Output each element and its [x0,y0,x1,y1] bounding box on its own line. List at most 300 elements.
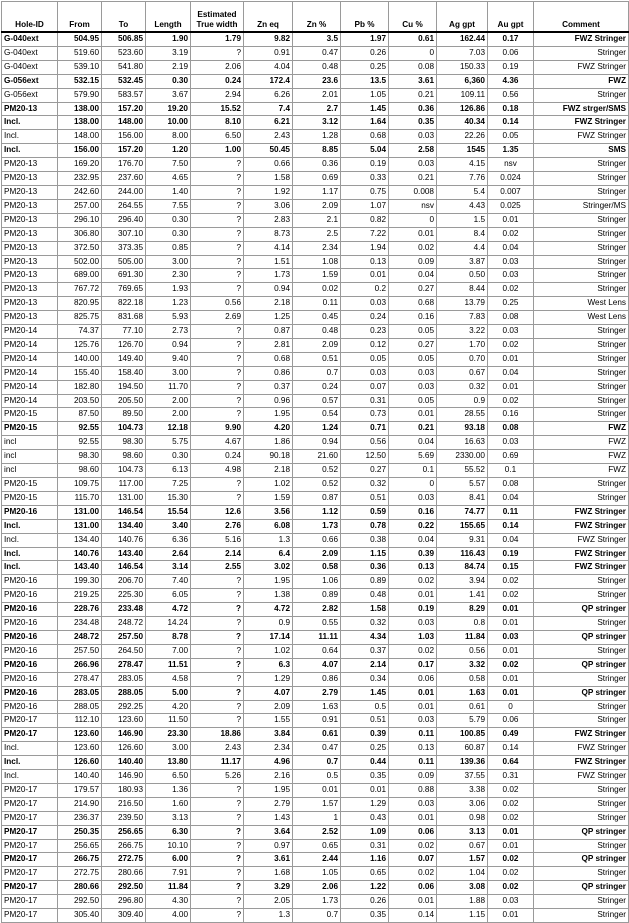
cell-cu-pct: 0.03 [389,130,437,144]
cell-comment: Stringer [534,227,629,241]
cell-comment: Stringer [534,88,629,102]
cell-to: 131.00 [102,491,146,505]
cell-au-gpt: 0.15 [488,561,534,575]
cell-zn-eq: 4.72 [244,603,293,617]
table-row [2,644,629,658]
cell-comment: Stringer [534,491,629,505]
cell-to: 309.40 [102,909,146,923]
cell-hole-id: G-040ext [2,60,58,74]
cell-zn-pct: 1.12 [293,505,341,519]
cell-pb-pct: 1.07 [341,199,389,213]
cell-pb-pct: 0.56 [341,436,389,450]
cell-zn-pct: 0.48 [293,325,341,339]
cell-from: 182.80 [58,380,102,394]
cell-au-gpt: 0.03 [488,255,534,269]
cell-length: 8.78 [146,630,191,644]
cell-true-width: ? [191,255,244,269]
cell-true-width: ? [191,338,244,352]
cell-zn-pct: 1.73 [293,895,341,909]
cell-cu-pct: 0.02 [389,575,437,589]
header-au-gpt: Au gpt [488,2,534,33]
table-row [2,561,629,575]
table-row [2,436,629,450]
cell-ag-gpt: 7.03 [437,46,488,60]
header-comment: Comment [534,2,629,33]
cell-from: 257.50 [58,644,102,658]
cell-to: 98.30 [102,436,146,450]
cell-true-width: ? [191,672,244,686]
cell-zn-pct: 2.09 [293,547,341,561]
cell-comment: Stringer [534,352,629,366]
cell-to: 140.76 [102,533,146,547]
cell-zn-eq: 4.04 [244,60,293,74]
cell-comment: Stringer [534,338,629,352]
cell-true-width: 2.14 [191,547,244,561]
cell-from: 179.57 [58,783,102,797]
cell-hole-id: PM20-17 [2,825,58,839]
cell-ag-gpt: 150.33 [437,60,488,74]
cell-hole-id: PM20-13 [2,158,58,172]
cell-hole-id: PM20-17 [2,909,58,923]
table-row [2,533,629,547]
cell-to: 296.80 [102,895,146,909]
table-row [2,366,629,380]
cell-comment: QP stringer [534,853,629,867]
cell-ag-gpt: 84.74 [437,561,488,575]
cell-true-width: 5.26 [191,770,244,784]
cell-hole-id: PM20-14 [2,352,58,366]
cell-length: 10.10 [146,839,191,853]
cell-true-width: ? [191,199,244,213]
cell-au-gpt: 0.04 [488,491,534,505]
cell-zn-eq: 3.29 [244,881,293,895]
cell-ag-gpt: 5.79 [437,714,488,728]
cell-zn-eq: 3.61 [244,853,293,867]
cell-comment: West Lens [534,297,629,311]
cell-zn-eq: 1.38 [244,589,293,603]
cell-comment: Stringer [534,909,629,923]
cell-comment: FWZ Stringer [534,756,629,770]
cell-pb-pct: 0.25 [341,742,389,756]
cell-to: 278.47 [102,658,146,672]
cell-pb-pct: 0.68 [341,130,389,144]
header-ag-gpt: Ag gpt [437,2,488,33]
cell-pb-pct: 0.19 [341,158,389,172]
cell-au-gpt: 0.03 [488,630,534,644]
cell-from: 203.50 [58,394,102,408]
table-row [2,255,629,269]
cell-pb-pct: 0.27 [341,464,389,478]
cell-to: 292.25 [102,700,146,714]
cell-cu-pct: 0.39 [389,547,437,561]
cell-au-gpt: 0.03 [488,436,534,450]
cell-zn-pct: 0.87 [293,491,341,505]
cell-from: 138.00 [58,102,102,116]
cell-au-gpt: 0.01 [488,603,534,617]
cell-zn-eq: 1.3 [244,909,293,923]
cell-pb-pct: 0.01 [341,269,389,283]
cell-zn-pct: 1.17 [293,185,341,199]
cell-pb-pct: 0.51 [341,491,389,505]
cell-cu-pct: 0.07 [389,853,437,867]
cell-length: 3.40 [146,519,191,533]
cell-ag-gpt: 40.34 [437,116,488,130]
cell-au-gpt: 0.56 [488,88,534,102]
cell-to: 216.50 [102,797,146,811]
cell-cu-pct: 0.16 [389,311,437,325]
cell-to: 532.45 [102,74,146,88]
cell-true-width: ? [191,366,244,380]
cell-cu-pct: 0.21 [389,172,437,186]
cell-true-width: ? [191,797,244,811]
cell-comment: FWZ Stringer [534,130,629,144]
cell-true-width: 2.69 [191,311,244,325]
cell-to: 206.70 [102,575,146,589]
cell-pb-pct: 1.15 [341,547,389,561]
cell-length: 1.40 [146,185,191,199]
cell-from: 283.05 [58,686,102,700]
cell-to: 373.35 [102,241,146,255]
cell-pb-pct: 1.45 [341,102,389,116]
cell-cu-pct: 0.01 [389,700,437,714]
cell-ag-gpt: 3.32 [437,658,488,672]
cell-zn-pct: 0.51 [293,352,341,366]
cell-from: 228.76 [58,603,102,617]
cell-ag-gpt: 109.11 [437,88,488,102]
cell-to: 194.50 [102,380,146,394]
cell-ag-gpt: 8.29 [437,603,488,617]
cell-from: 148.00 [58,130,102,144]
table-row [2,213,629,227]
table-row [2,825,629,839]
cell-to: 691.30 [102,269,146,283]
cell-to: 523.60 [102,46,146,60]
cell-from: 292.50 [58,895,102,909]
cell-ag-gpt: 93.18 [437,422,488,436]
table-row [2,199,629,213]
cell-comment: FWZ Stringer [534,742,629,756]
cell-zn-eq: 6.08 [244,519,293,533]
cell-to: 157.20 [102,102,146,116]
cell-cu-pct: 0 [389,213,437,227]
cell-cu-pct: 0.05 [389,325,437,339]
header-cu-pct: Cu % [389,2,437,33]
cell-length: 10.00 [146,116,191,130]
cell-from: 250.35 [58,825,102,839]
cell-pb-pct: 0.48 [341,589,389,603]
cell-to: 149.40 [102,352,146,366]
cell-pb-pct: 0.01 [341,783,389,797]
cell-comment: Stringer [534,478,629,492]
cell-to: 104.73 [102,422,146,436]
cell-ag-gpt: 1.04 [437,867,488,881]
cell-from: 98.60 [58,464,102,478]
cell-zn-eq: 2.79 [244,797,293,811]
cell-pb-pct: 0.26 [341,895,389,909]
cell-au-gpt: 0.02 [488,575,534,589]
cell-ag-gpt: 8.4 [437,227,488,241]
table-row [2,672,629,686]
cell-to: 140.40 [102,756,146,770]
table-row [2,547,629,561]
table-row [2,756,629,770]
cell-length: 4.72 [146,603,191,617]
cell-hole-id: PM20-16 [2,630,58,644]
cell-true-width: ? [191,380,244,394]
cell-from: 123.60 [58,742,102,756]
cell-zn-eq: 7.4 [244,102,293,116]
cell-true-width: 4.98 [191,464,244,478]
cell-from: 372.50 [58,241,102,255]
cell-ag-gpt: 0.58 [437,672,488,686]
cell-comment: SMS [534,144,629,158]
cell-pb-pct: 0.2 [341,283,389,297]
table-row [2,185,629,199]
cell-au-gpt: 0.025 [488,199,534,213]
cell-pb-pct: 1.05 [341,88,389,102]
cell-cu-pct: 0.03 [389,714,437,728]
cell-ag-gpt: 2330.00 [437,450,488,464]
cell-zn-pct: 0.91 [293,714,341,728]
cell-pb-pct: 1.64 [341,116,389,130]
cell-zn-pct: 0.01 [293,783,341,797]
cell-zn-pct: 1.08 [293,255,341,269]
cell-comment: Stringer [534,172,629,186]
cell-comment: Stringer [534,575,629,589]
table-row [2,46,629,60]
table-row [2,283,629,297]
cell-comment: FWZ Stringer [534,770,629,784]
table-row [2,895,629,909]
header-true-width: Estimated True width [191,2,244,33]
cell-zn-pct: 11.11 [293,630,341,644]
cell-comment: FWZ Stringer [534,116,629,130]
cell-cu-pct: 0.02 [389,644,437,658]
cell-cu-pct: 0.04 [389,269,437,283]
cell-comment: Stringer [534,283,629,297]
cell-zn-pct: 1.59 [293,269,341,283]
cell-to: 266.75 [102,839,146,853]
cell-cu-pct: 0 [389,478,437,492]
cell-comment: FWZ Stringer [534,728,629,742]
cell-hole-id: PM20-13 [2,311,58,325]
cell-zn-eq: 2.83 [244,213,293,227]
cell-zn-eq: 2.16 [244,770,293,784]
cell-true-width: ? [191,617,244,631]
cell-true-width: ? [191,478,244,492]
cell-length: 7.25 [146,478,191,492]
table-row [2,617,629,631]
table-row [2,241,629,255]
cell-to: 822.18 [102,297,146,311]
cell-to: 126.60 [102,742,146,756]
cell-zn-eq: 2.34 [244,742,293,756]
cell-pb-pct: 1.09 [341,825,389,839]
cell-cu-pct: 2.58 [389,144,437,158]
cell-hole-id: PM20-13 [2,172,58,186]
cell-cu-pct: 0.08 [389,60,437,74]
table-row [2,630,629,644]
cell-to: 205.50 [102,394,146,408]
cell-au-gpt: 0.02 [488,867,534,881]
cell-to: 264.50 [102,644,146,658]
cell-true-width: 5.16 [191,533,244,547]
cell-pb-pct: 0.82 [341,213,389,227]
cell-ag-gpt: 0.32 [437,380,488,394]
cell-comment: QP stringer [534,603,629,617]
cell-pb-pct: 0.24 [341,311,389,325]
cell-cu-pct: 0 [389,46,437,60]
cell-hole-id: incl [2,436,58,450]
cell-true-width: 15.52 [191,102,244,116]
cell-true-width: ? [191,172,244,186]
cell-zn-pct: 0.47 [293,742,341,756]
cell-au-gpt: 0.05 [488,130,534,144]
cell-au-gpt: 0.01 [488,617,534,631]
cell-zn-eq: 2.81 [244,338,293,352]
cell-zn-pct: 0.36 [293,158,341,172]
cell-hole-id: PM20-15 [2,478,58,492]
cell-true-width: ? [191,394,244,408]
cell-comment: FWZ Stringer [534,561,629,575]
cell-au-gpt: 0.17 [488,32,534,46]
cell-true-width: 2.06 [191,60,244,74]
cell-au-gpt: 0 [488,700,534,714]
cell-pb-pct: 0.03 [341,366,389,380]
cell-zn-eq: 17.14 [244,630,293,644]
cell-zn-eq: 3.56 [244,505,293,519]
cell-au-gpt: 0.01 [488,839,534,853]
cell-hole-id: G-040ext [2,32,58,46]
cell-cu-pct: 0.27 [389,283,437,297]
cell-to: 180.93 [102,783,146,797]
cell-to: 280.66 [102,867,146,881]
cell-hole-id: incl [2,450,58,464]
table-row [2,686,629,700]
table-row [2,909,629,923]
cell-from: 539.10 [58,60,102,74]
cell-length: 2.73 [146,325,191,339]
cell-true-width: ? [191,700,244,714]
cell-to: 272.75 [102,853,146,867]
cell-au-gpt: 0.14 [488,116,534,130]
cell-from: 242.60 [58,185,102,199]
cell-pb-pct: 2.14 [341,658,389,672]
cell-au-gpt: 0.02 [488,658,534,672]
cell-to: 146.54 [102,561,146,575]
cell-au-gpt: 0.04 [488,366,534,380]
cell-zn-eq: 0.68 [244,352,293,366]
cell-length: 0.30 [146,74,191,88]
cell-comment: Stringer [534,158,629,172]
cell-comment: Stringer/MS [534,199,629,213]
cell-au-gpt: 0.03 [488,895,534,909]
cell-cu-pct: 0.05 [389,352,437,366]
cell-zn-eq: 6.21 [244,116,293,130]
cell-cu-pct: 0.04 [389,533,437,547]
cell-zn-pct: 1.73 [293,519,341,533]
cell-au-gpt: 0.01 [488,380,534,394]
cell-true-width: ? [191,269,244,283]
cell-true-width: 0.24 [191,74,244,88]
cell-length: 6.50 [146,770,191,784]
cell-zn-eq: 4.14 [244,241,293,255]
cell-au-gpt: 0.02 [488,338,534,352]
cell-length: 3.67 [146,88,191,102]
cell-au-gpt: 0.02 [488,797,534,811]
cell-zn-pct: 0.52 [293,478,341,492]
cell-from: 74.37 [58,325,102,339]
table-row [2,88,629,102]
table-row [2,728,629,742]
cell-zn-eq: 0.91 [244,46,293,60]
cell-from: 504.95 [58,32,102,46]
cell-zn-eq: 6.4 [244,547,293,561]
cell-comment: Stringer [534,380,629,394]
cell-comment: Stringer [534,617,629,631]
cell-pb-pct: 1.45 [341,686,389,700]
cell-from: 214.90 [58,797,102,811]
cell-hole-id: PM20-13 [2,199,58,213]
cell-hole-id: PM20-13 [2,185,58,199]
cell-comment: FWZ strger/SMS [534,102,629,116]
cell-comment: Stringer [534,394,629,408]
cell-from: 820.95 [58,297,102,311]
cell-true-width: ? [191,46,244,60]
cell-ag-gpt: 3.08 [437,881,488,895]
table-body [2,32,629,923]
cell-from: 232.95 [58,172,102,186]
cell-from: 257.00 [58,199,102,213]
cell-comment: FWZ Stringer [534,60,629,74]
cell-true-width: ? [191,658,244,672]
cell-zn-pct: 0.69 [293,172,341,186]
cell-pb-pct: 0.51 [341,714,389,728]
cell-to: 831.68 [102,311,146,325]
cell-pb-pct: 1.16 [341,853,389,867]
cell-length: 11.84 [146,881,191,895]
cell-zn-eq: 1.02 [244,478,293,492]
cell-length: 11.51 [146,658,191,672]
cell-from: 689.00 [58,269,102,283]
cell-ag-gpt: 22.26 [437,130,488,144]
cell-from: 92.55 [58,436,102,450]
cell-pb-pct: 0.89 [341,575,389,589]
cell-ag-gpt: 13.79 [437,297,488,311]
cell-length: 4.58 [146,672,191,686]
table-row [2,603,629,617]
cell-au-gpt: 0.04 [488,241,534,255]
table-row [2,478,629,492]
cell-ag-gpt: 55.52 [437,464,488,478]
table-row [2,338,629,352]
cell-ag-gpt: 1.5 [437,213,488,227]
cell-from: 234.48 [58,617,102,631]
cell-cu-pct: 0.09 [389,255,437,269]
cell-zn-pct: 0.61 [293,728,341,742]
cell-to: 225.30 [102,589,146,603]
cell-hole-id: PM20-17 [2,839,58,853]
cell-pb-pct: 5.04 [341,144,389,158]
cell-from: 502.00 [58,255,102,269]
cell-hole-id: PM20-14 [2,338,58,352]
cell-length: 7.91 [146,867,191,881]
cell-from: 155.40 [58,366,102,380]
table-row [2,325,629,339]
cell-from: 306.80 [58,227,102,241]
cell-length: 7.55 [146,199,191,213]
cell-zn-pct: 0.86 [293,672,341,686]
